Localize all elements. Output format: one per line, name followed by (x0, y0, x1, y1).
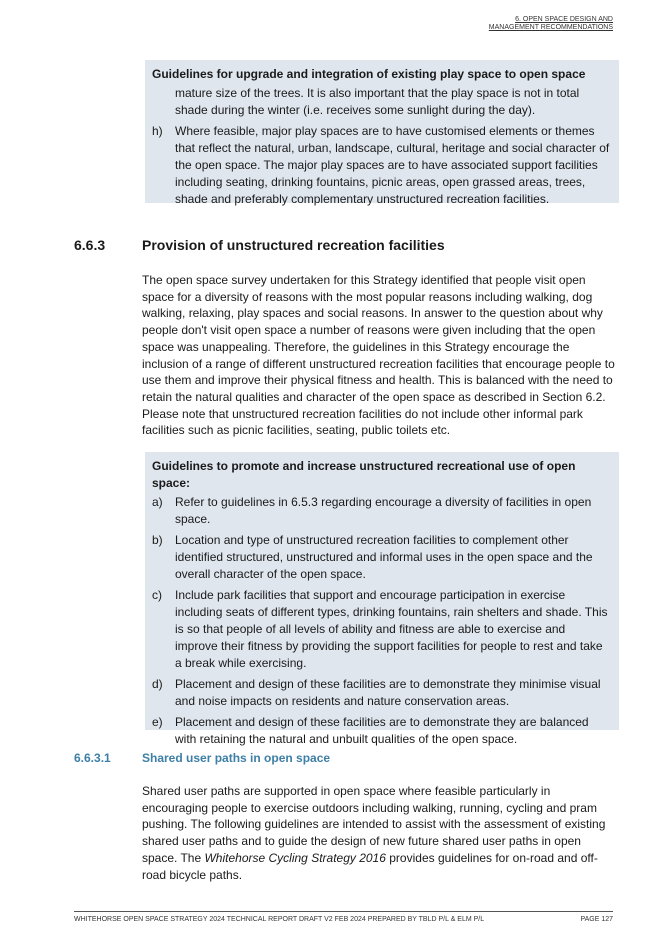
footer-divider (74, 911, 613, 912)
section-title: Provision of unstructured recreation facilities (142, 237, 445, 253)
item-text: Include park facilities that support and encourage participation in exercise including seats of different types, drinking fountains, rain shelters and shade. This is so that people of all levels of ability and fitness are able to exercise and improve their fitness by providing the support facilities for people to rest and take a break while exercising. (175, 588, 608, 670)
subsection-number: 6.6.3.1 (74, 751, 111, 765)
item-text: Where feasible, major play spaces are to have customised elements or themes that reflect the natural, urban, landscape, cultural, heritage and social character of the open space. The major play spaces are to have associated support facilities including seating, drinking fountains, picnic areas, open grassed areas, trees, shade and preferably complementary unstructured recreation facilities. (175, 124, 610, 206)
item-label: h) (152, 124, 163, 138)
item-label: d) (152, 677, 163, 691)
item-text: Placement and design of these facilities are to demonstrate they minimise visual and noise impacts on residents and nature conservation areas. (175, 677, 601, 708)
item-text: Placement and design of these facilities are to demonstrate they are balanced with retaining the natural and unbuilt qualities of the open space. (175, 715, 589, 746)
item-label: c) (152, 588, 162, 602)
section-number: 6.6.3 (74, 237, 106, 253)
header-line-1: 6. OPEN SPACE DESIGN AND (515, 16, 613, 23)
item-label: b) (152, 533, 163, 547)
guideline-item (152, 714, 611, 748)
page-number: PAGE 127 (580, 916, 613, 923)
paragraph-text: Shared user paths are supported in open space where feasible particularly in encouraging people to exercise outdoors including walking, running, cycling and pram pushing. The following guidelines are intended to assist with the assessment of existing shared user paths and to guide the design of new future shared user paths in open space. The (142, 784, 606, 865)
play-space-guidelines-box (145, 60, 619, 206)
footer-title: WHITEHORSE OPEN SPACE STRATEGY 2024 TECHNICAL REPORT DRAFT V2 FEB 2024 PREPARED BY TBLD P/L & ELM P/L (74, 916, 485, 923)
subsection-paragraph (142, 783, 618, 883)
header-line-2: MANAGEMENT RECOMMENDATIONS (488, 24, 613, 31)
item-text: Location and type of unstructured recreation facilities to complement other identified structured, unstructured and informal uses in the open space and the overall character of the open space. (175, 533, 593, 581)
guideline-item (152, 676, 611, 710)
box-title: Guidelines for upgrade and integration of existing play space to open space (152, 67, 586, 81)
paragraph-text: provides guidelines for on-road and off-road bicycle paths. (142, 850, 598, 882)
box-title: Guidelines to promote and increase unstructured recreational use of open space: (152, 459, 576, 490)
item-text: Refer to guidelines in 6.5.3 regarding encourage a diversity of facilities in open space. (175, 495, 592, 526)
section-heading (74, 236, 445, 254)
guideline-item (152, 123, 611, 208)
running-header (489, 16, 613, 32)
guideline-item (152, 532, 611, 583)
continued-text: mature size of the trees. It is also important that the play space is not in total shade during the winter (i.e. receives some sunlight during the day). (175, 86, 580, 117)
running-footer (74, 915, 613, 924)
subsection-heading (74, 750, 330, 766)
subsection-title: Shared user paths in open space (142, 751, 331, 765)
guideline-item (152, 587, 611, 672)
section-paragraph: The open space survey undertaken for this Strategy identified that people visit open space for a diversity of reasons with the most popular reasons including walking, dog walking, relaxing, play spaces and social reasons. In answer to the question about why people don't visit open space a number of reasons were given including that the open space was unappealing. Therefore, the guidelines in this Strategy encourage the inclusion of a range of different unstructured recreation facilities that encourage people to use them and improve their physical fitness and health. This is balanced with the need to retain the natural qualities and character of the open space as described in Section 6.2. Please note that unstructured recreation facilities do not include other informal park facilities such as picnic facilities, seating, public toilets etc. (142, 273, 615, 438)
item-label: a) (152, 495, 163, 509)
cycling-strategy-title: Whitehorse Cycling Strategy 2016 (204, 850, 386, 865)
item-label: e) (152, 715, 163, 729)
guideline-item (152, 494, 611, 528)
unstructured-recreation-guidelines-box (145, 452, 619, 746)
